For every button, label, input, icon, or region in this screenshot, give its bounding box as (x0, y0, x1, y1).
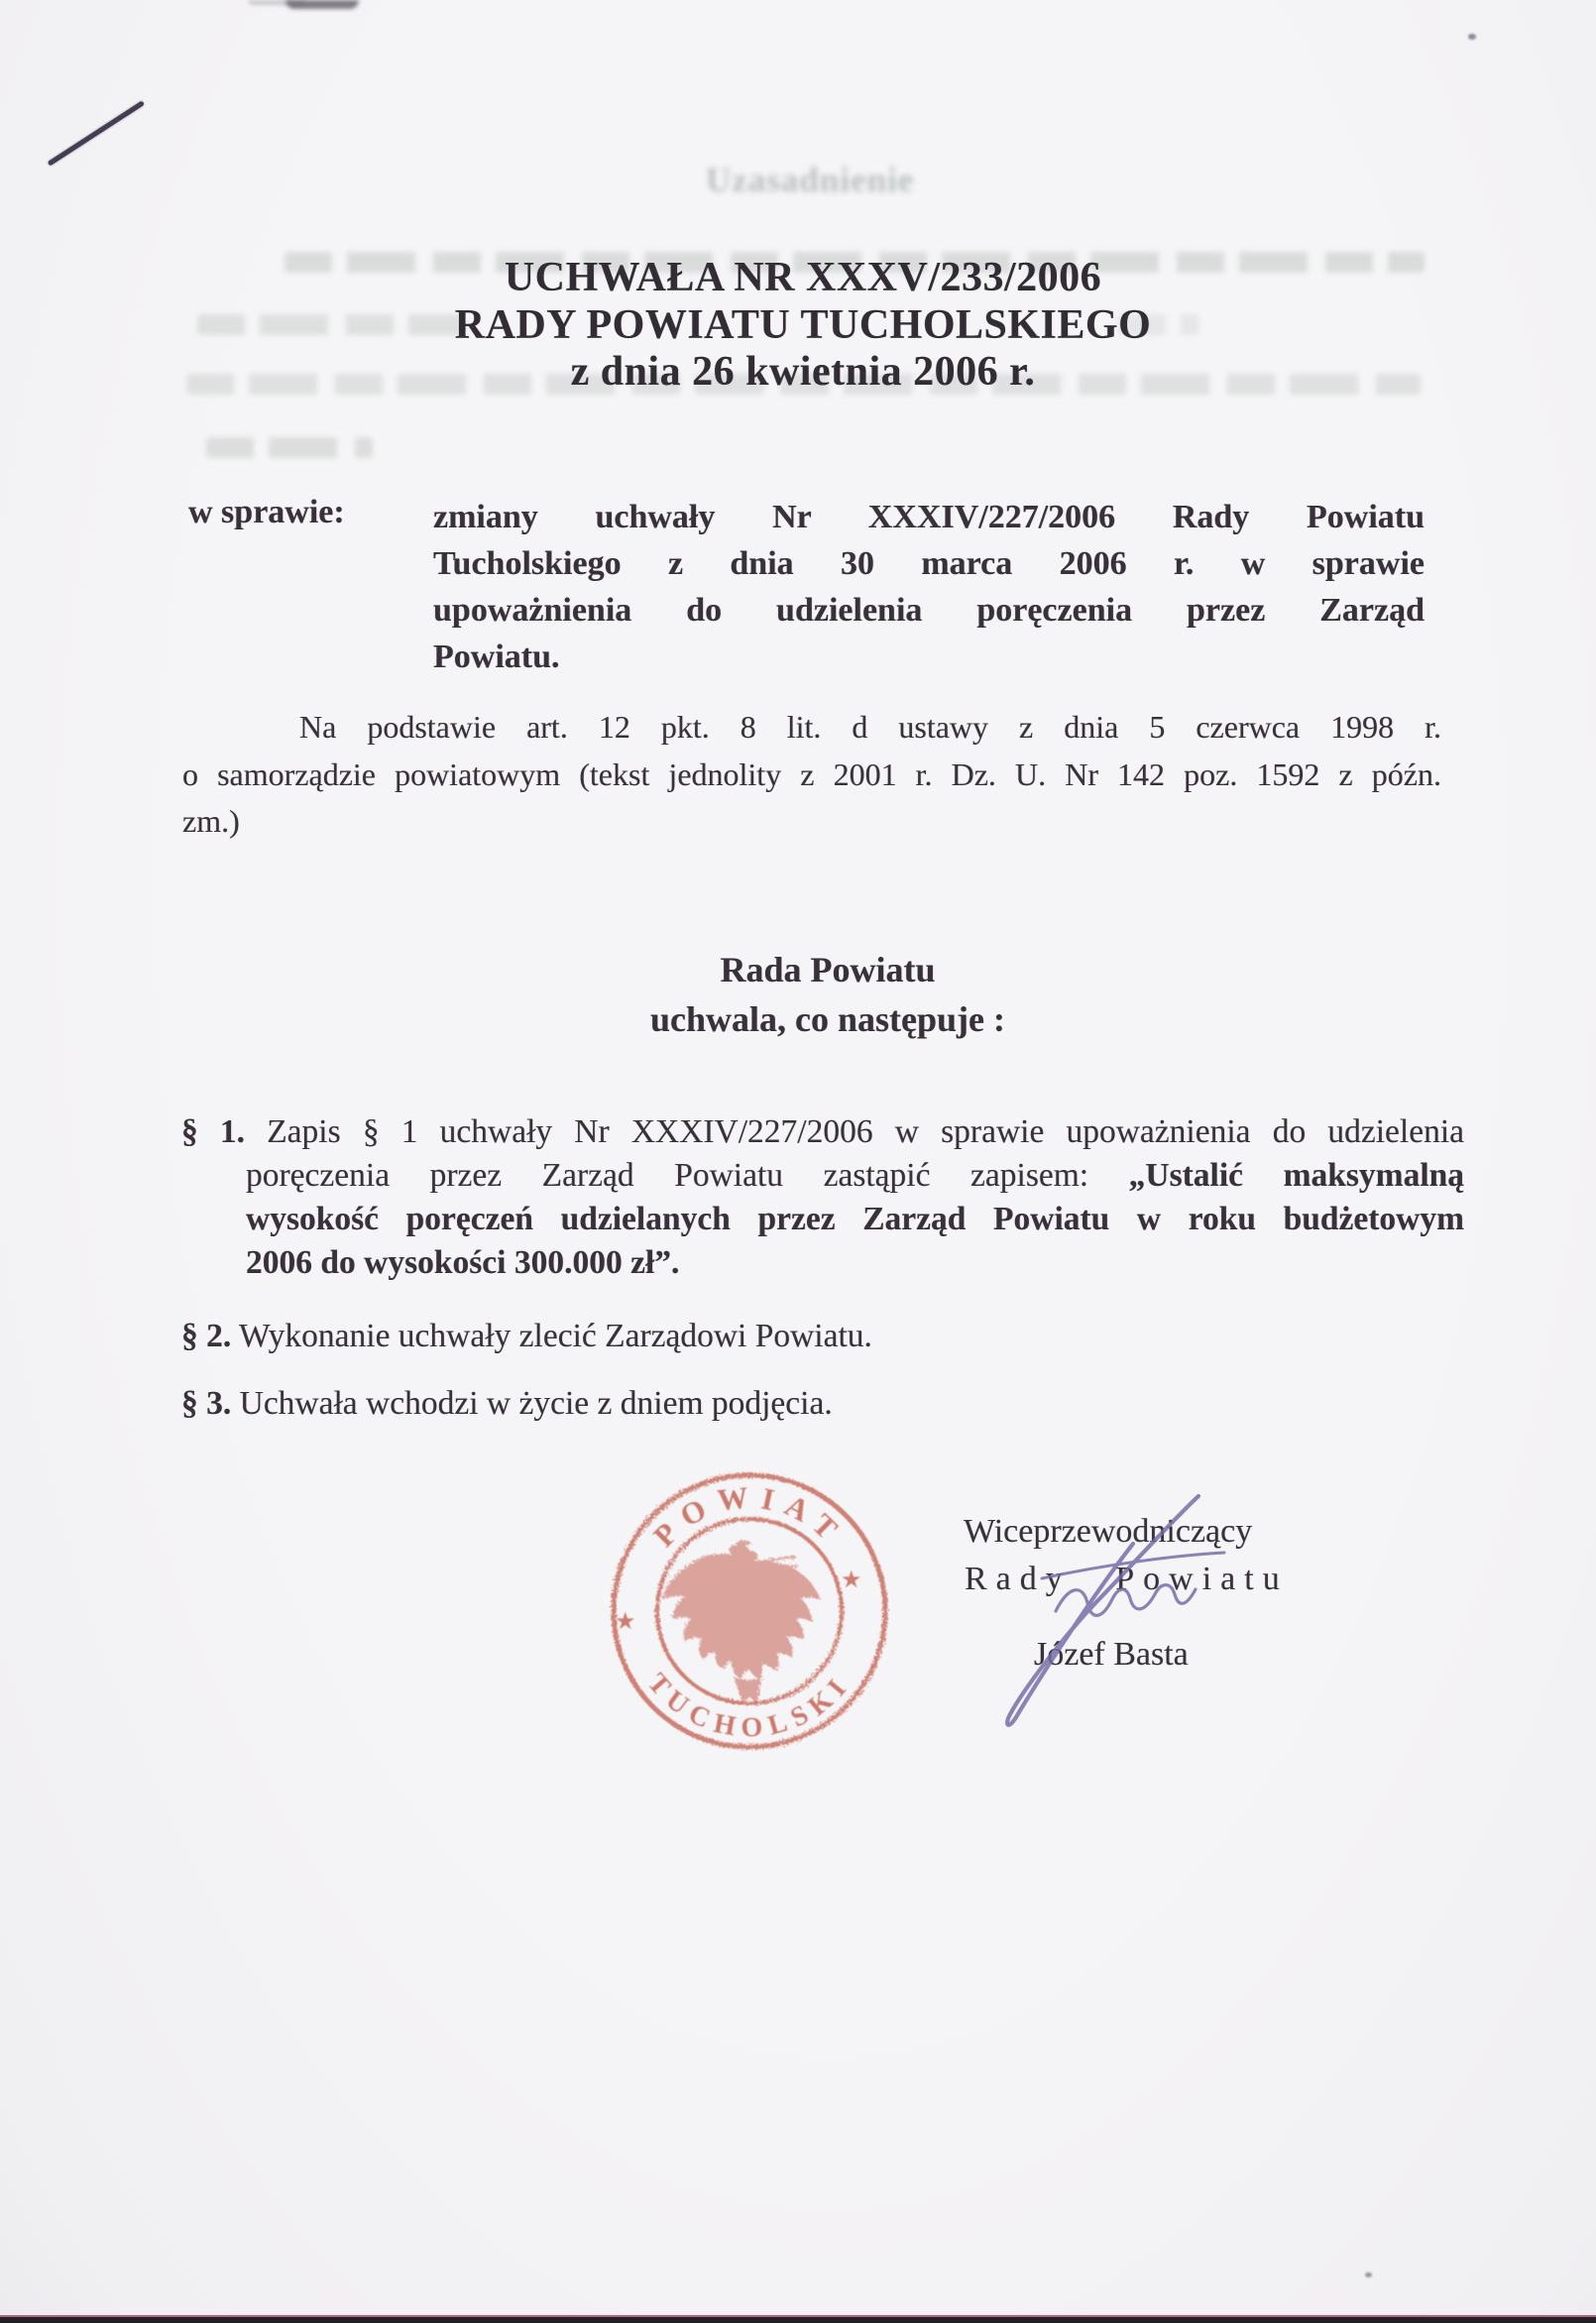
section-1-line: Zapis § 1 uchwały Nr XXXIV/227/2006 w sprawie upoważnienia do udzielenia (267, 1113, 1465, 1150)
subject-line: Tucholskiego z dnia 30 marca 2006 r. w sprawie (433, 545, 1425, 582)
signatory-title-line1: Wiceprzewodniczący (964, 1513, 1253, 1550)
subject-line: zmiany uchwały Nr XXXIV/227/2006 Rady Powiatu (433, 499, 1425, 535)
section-3-text: Uchwała wchodzi w życie z dniem podjęcia. (239, 1385, 833, 1422)
section-1-line-bold: wysokość poręczeń udzielanych przez Zarząd Powiatu w roku budżetowym (246, 1201, 1464, 1237)
title-line-authority: RADY POWIATU TUCHOLSKIEGO (454, 301, 1152, 348)
legal-basis-line: zm.) (182, 803, 240, 839)
bleed-through-line (206, 437, 373, 458)
enacting-line: uchwala, co następuje : (650, 999, 1005, 1039)
section-3 (181, 1382, 1464, 1426)
section-2-marker: § 2. (181, 1318, 232, 1354)
subject-text (433, 494, 1425, 680)
signatory-name: Józef Basta (1034, 1636, 1189, 1673)
scan-edge-bottom (0, 2314, 1596, 2323)
bleed-through-heading: Uzasadnienie (706, 161, 915, 199)
subject-line: Powiatu. (433, 639, 560, 675)
subject-line: upoważnienia do udzielenia poręczenia przez Zarząd (433, 592, 1425, 629)
legal-basis-line: Na podstawie art. 12 pkt. 8 lit. d ustawy z dnia 5 czerwca 1998 r. (299, 709, 1441, 745)
pen-mark (48, 100, 145, 166)
enacting-formula (30, 945, 1596, 1044)
scan-speck-top-right (1468, 34, 1476, 40)
official-stamp (606, 1465, 893, 1753)
title-line-date: z dnia 26 kwietnia 2006 r. (570, 349, 1036, 395)
section-3-marker: § 3. (181, 1385, 232, 1422)
enacting-line: Rada Powiatu (720, 950, 936, 989)
subject-label: w sprawie: (188, 494, 345, 530)
scan-speck-bottom-right (1365, 2272, 1372, 2277)
svg-text:TUCHOLSKI (641, 1668, 857, 1744)
stamp-star-left-icon: ★ (615, 1609, 636, 1635)
section-1-line-bold: „Ustalić maksymalną (1128, 1157, 1465, 1194)
legal-basis (182, 704, 1441, 846)
section-1-line: poręczenia przez Zarząd Powiatu zastąpić zapisem: (246, 1157, 1129, 1194)
section-2-text: Wykonanie uchwały zlecić Zarządowi Powiatu. (239, 1318, 872, 1354)
signatory-title-line2: Rady Powiatu (965, 1561, 1289, 1597)
stamp-bottom-text: TUCHOLSKI (640, 1668, 857, 1744)
legal-basis-line: o samorządzie powiatowym (tekst jednolity z 2001 r. Dz. U. Nr 142 poz. 1592 z późn. (182, 755, 1441, 792)
stamp-top-text: POWIAT (646, 1478, 853, 1554)
section-1-marker: § 1. (181, 1113, 246, 1150)
scan-smudge-top-faint (248, 0, 305, 5)
section-1-line-bold: 2006 do wysokości 300.000 zł”. (246, 1244, 680, 1281)
section-1 (181, 1110, 1464, 1285)
handwritten-signature (976, 1482, 1254, 1750)
stamp-star-right-icon: ★ (841, 1568, 862, 1593)
document-title (5, 255, 1596, 397)
title-line-number: UCHWAŁA NR XXXV/233/2006 (504, 255, 1102, 300)
section-2 (181, 1315, 1464, 1358)
